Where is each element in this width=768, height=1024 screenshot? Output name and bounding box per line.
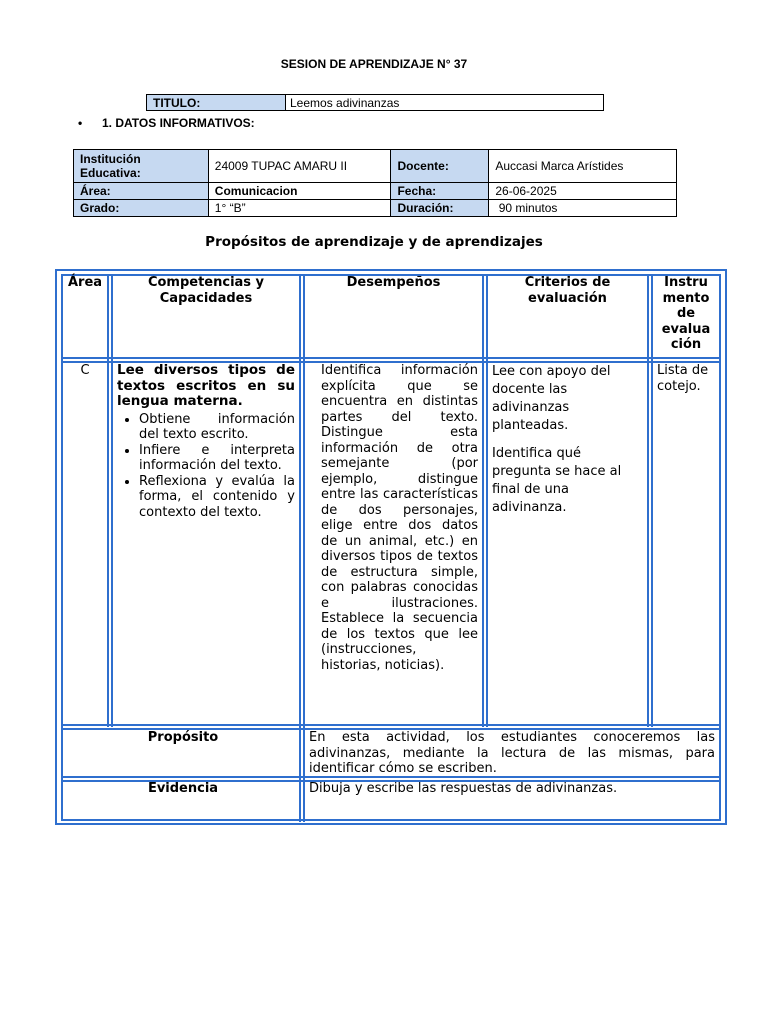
col-divider [107,274,109,727]
institucion-label: Institución Educativa: [74,150,209,183]
header-instrumento: Instru mento de evalua ción [661,275,711,352]
datos-heading [78,116,255,130]
header-desempenos: Desempeños [346,275,441,290]
header-area: Área [67,275,103,290]
criterios-cell [488,363,647,527]
area-cell: C [80,363,90,378]
info-table [73,149,677,217]
evidencia-value: Dibuja y escribe las respuestas de adivinanzas. [309,781,618,796]
col-divider [482,274,484,727]
criterio-item: Lee con apoyo del docente las adivinanzas planteadas. [492,364,611,433]
criterio-item: Identifica qué pregunta se hace al final de una adivinanza. [492,446,622,515]
titulo-value: Leemos adivinanzas [286,95,604,111]
col-divider [647,274,649,727]
instrumento-cell: Lista de cotejo. [657,363,709,394]
duracion-label: Duración: [391,200,489,217]
titulo-table [146,94,604,111]
proposito-value: En esta actividad, los estudiantes conoceremos las adivinanzas, mediante la lectura de las mismas, para identificar cómo se escriben. [309,730,715,776]
header-competencias: Competencias y Capacidades [147,275,265,306]
competencia-text: Lee diversos tipos de textos escritos en su lengua materna. [117,362,295,409]
row-divider [61,357,721,359]
list-item: • Obtiene información del texto escrito. [139,412,295,443]
list-item: • Reflexiona y evalúa la forma, el contenido y contexto del texto. [139,474,295,521]
fecha-value: 26-06-2025 [489,183,677,200]
bullet-icon: • [78,116,83,130]
proposito-label: Propósito [147,730,219,745]
area-label: Área: [74,183,209,200]
area-value: Comunicacion [208,183,391,200]
row-divider [61,724,721,726]
desempenos-cell: Identifica información explícita que se encuentra en distintas partes del texto. Distingue esta información de otra semejante (por ejemplo, distingue entre las características de dos personajes, elige entre dos datos de un animal, etc.) en diversos tipos de textos de estructura simple, con palabras conocidas e ilustraciones. Establece la secuencia de los textos que lee (instrucciones, historias, noticias). [321,363,478,673]
section-title: Propósitos de aprendizaje y de aprendizajes [205,234,543,250]
header-criterios: Criterios de evaluación [524,275,611,306]
datos-heading-text: 1. DATOS INFORMATIVOS: [102,116,255,130]
inner-bottom-border [61,819,721,821]
document-title: SESION DE APRENDIZAJE N° 37 [280,57,468,71]
institucion-value: 24009 TUPAC AMARU II [208,150,391,183]
grado-value: 1° “B” [208,200,391,217]
grado-label: Grado: [74,200,209,217]
docente-label: Docente: [391,150,489,183]
titulo-label: TITULO: [147,95,286,111]
evidencia-label: Evidencia [147,781,219,796]
docente-value: Auccasi Marca Arístides [489,150,677,183]
capacidades-list [117,412,295,521]
list-item: • Infiere e interpreta información del texto. [139,443,295,474]
competencias-cell [113,363,299,520]
duracion-value: 90 minutos [489,200,677,217]
fecha-label: Fecha: [391,183,489,200]
